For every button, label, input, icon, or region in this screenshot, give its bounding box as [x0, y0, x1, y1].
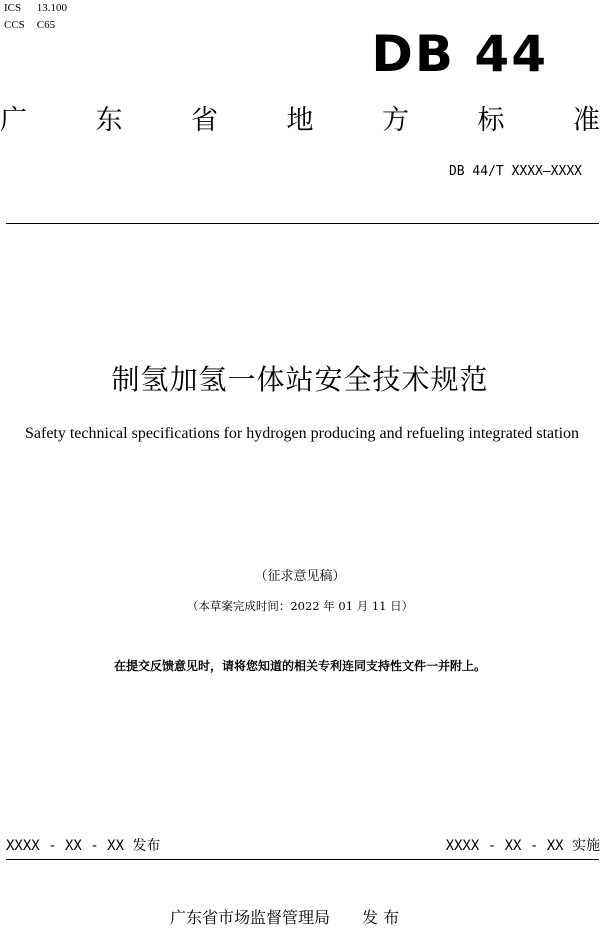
patent-notice: 在提交反馈意见时，请将您知道的相关专利连同支持性文件一并附上。: [113, 659, 486, 673]
standard-type-heading: [0, 103, 600, 139]
issuer-action: 发 布: [362, 908, 400, 927]
issuer-name: 广东省市场监督管理局: [170, 908, 331, 927]
document-title-en: Safety technical specifications for hydrogen producing and refueling integrated station: [24, 425, 580, 442]
issue-date: XXXX - XX - XX 发布: [6, 838, 161, 854]
issuer-line: [170, 907, 399, 929]
standard-type-char: 准: [573, 105, 600, 136]
draft-completion-date: （本草案完成时间：2022 年 01 月 11 日）: [186, 599, 414, 613]
document-title-cn: 制氢加氢一体站安全技术规范: [111, 363, 489, 396]
standard-type-char: 标: [477, 105, 505, 136]
standard-type-char: 省: [191, 105, 218, 136]
draft-status-label: （征求意见稿）: [254, 569, 346, 584]
standard-type-char: 东: [95, 105, 123, 136]
ics-row: [4, 0, 67, 17]
standard-number: DB 44/T XXXX—XXXX: [448, 164, 582, 179]
standard-mark: DB 44: [371, 25, 548, 83]
ccs-label: CCS: [4, 19, 25, 31]
classification-codes: [4, 0, 67, 34]
ics-value: 13.100: [36, 2, 67, 14]
ics-label: ICS: [4, 2, 22, 14]
top-divider: [6, 223, 599, 224]
standard-type-char: 方: [382, 105, 409, 136]
bottom-divider: [6, 859, 599, 860]
ccs-value: C65: [36, 19, 56, 31]
standard-type-char: 广: [0, 105, 27, 136]
standard-type-char: 地: [286, 105, 314, 136]
implementation-date: XXXX - XX - XX 实施: [445, 838, 600, 854]
ccs-row: [4, 17, 67, 34]
